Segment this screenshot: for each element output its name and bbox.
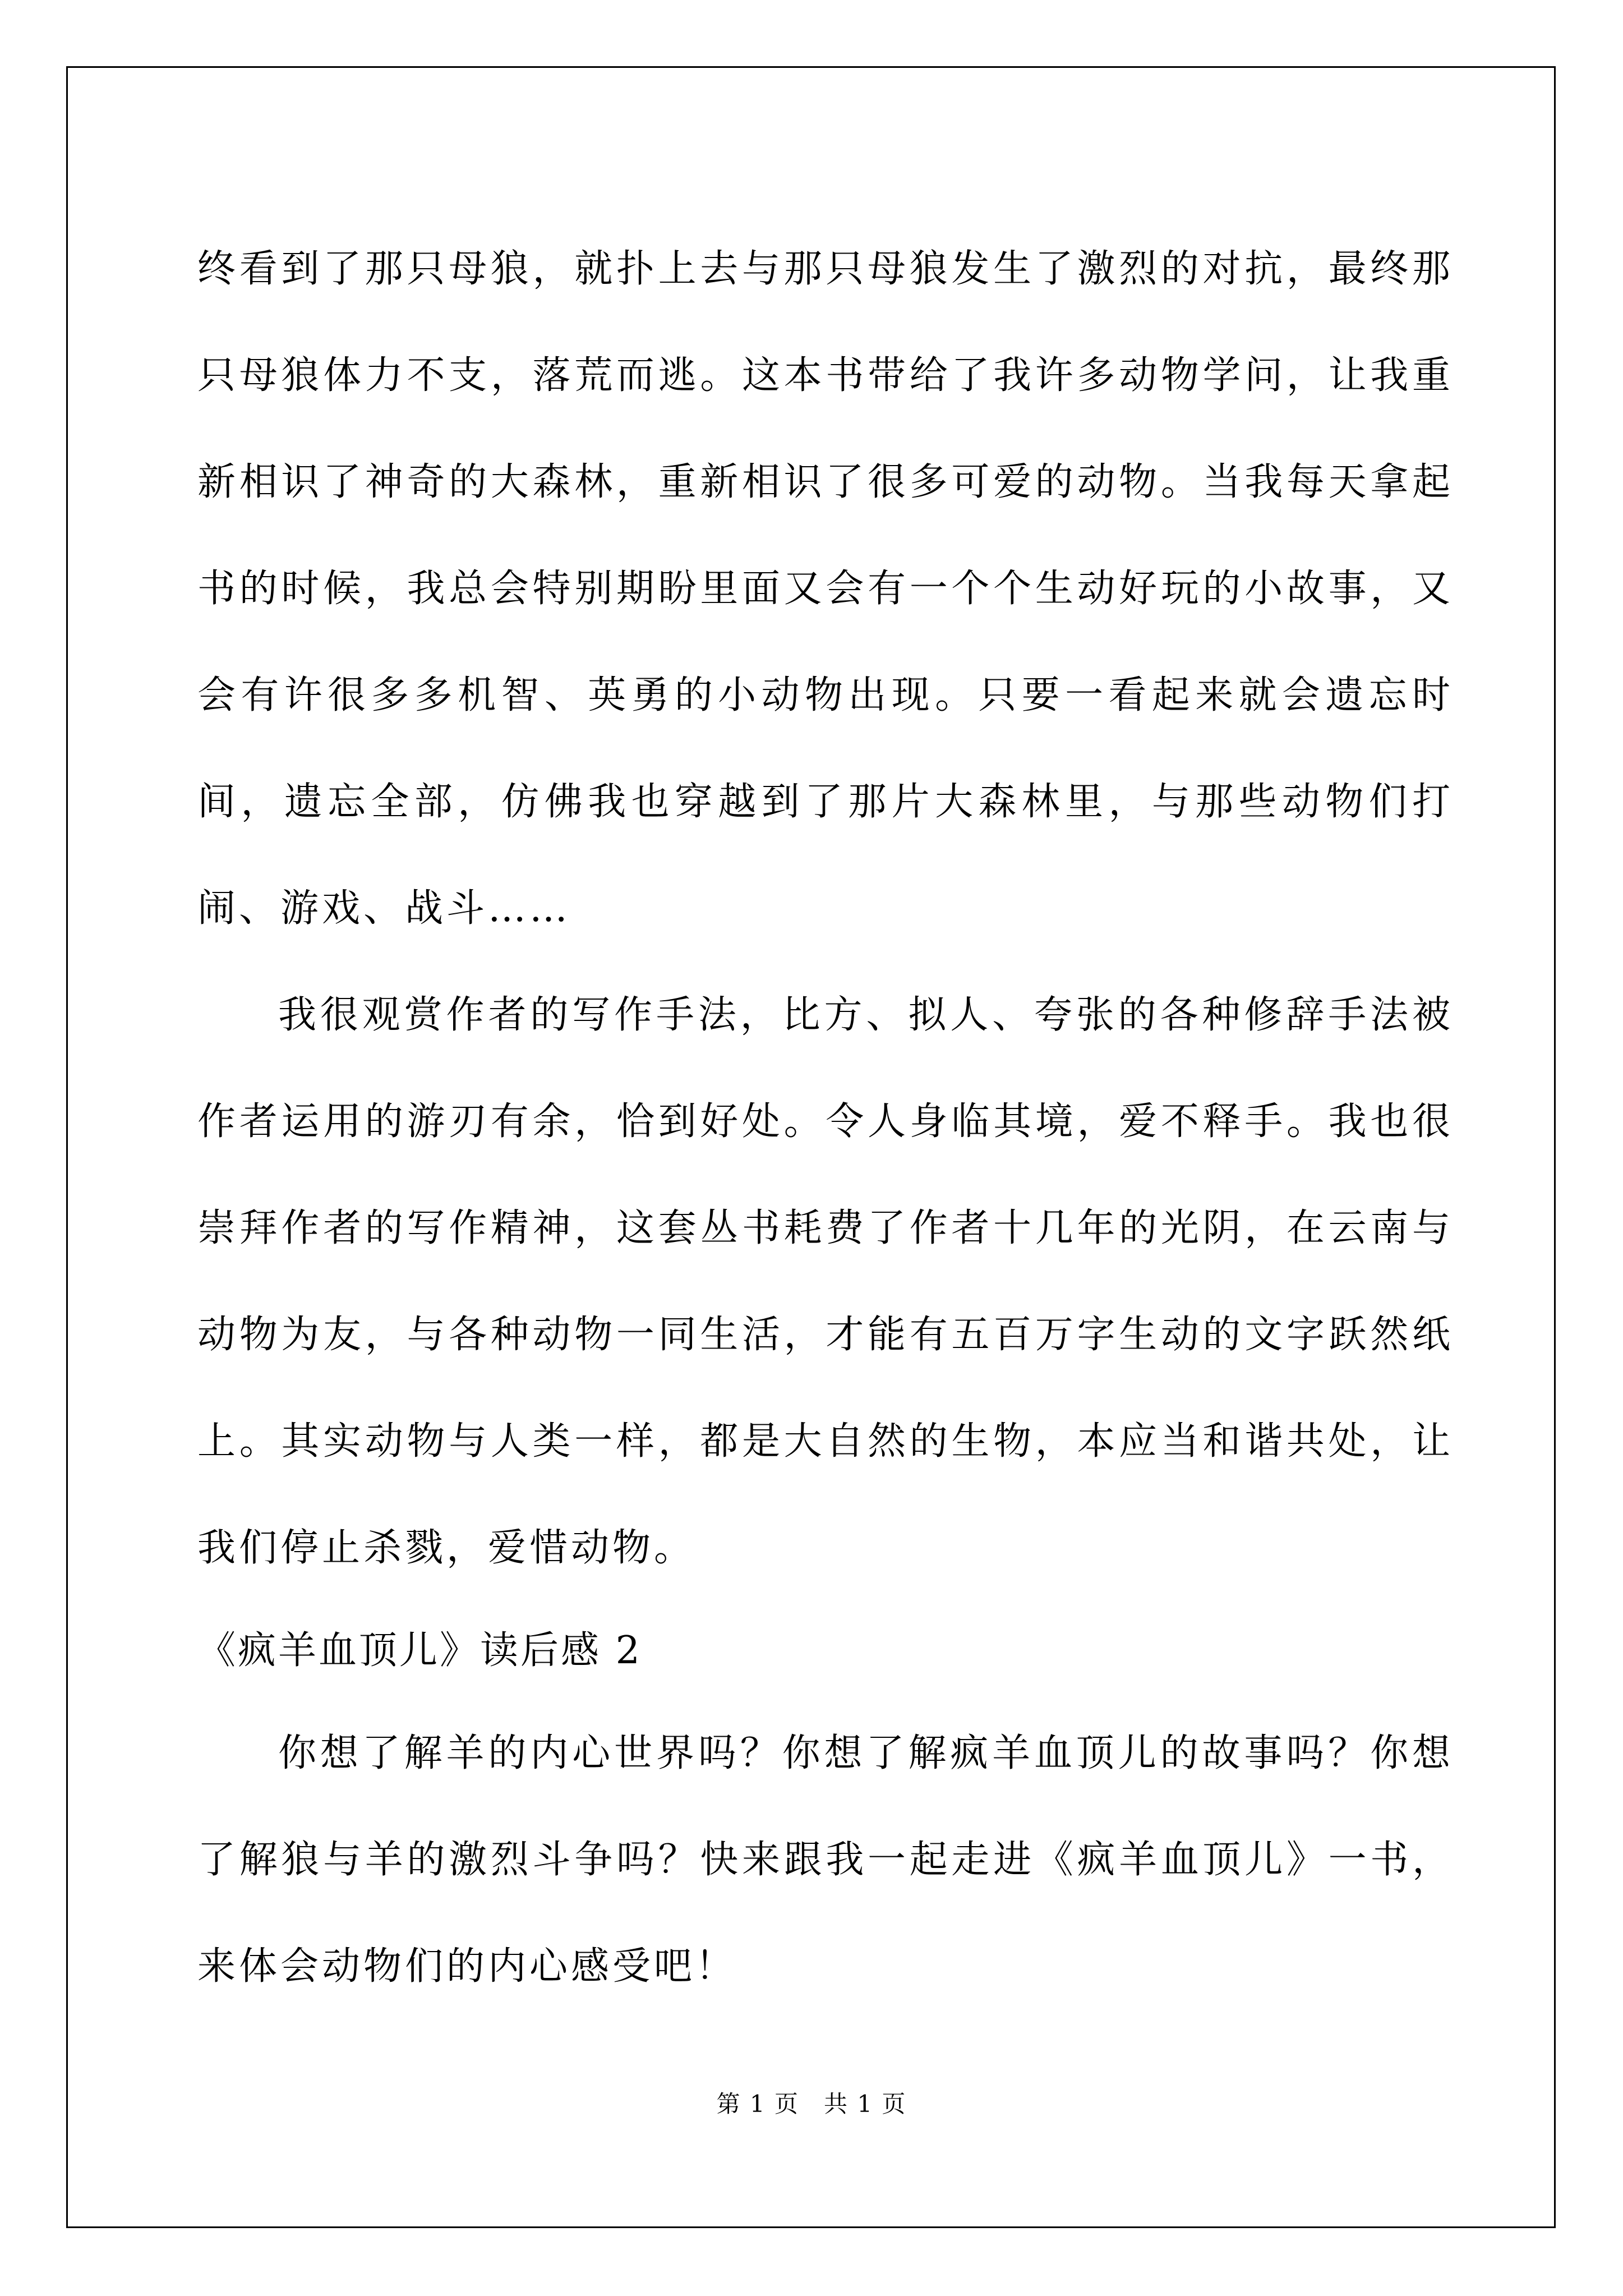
paragraph-2: 我很观赏作者的写作手法，比方、拟人、夸张的各种修辞手法被作者运用的游刃有余，恰到好处。令人身临其境，爱不释手。我也很崇拜作者的写作精神，这套丛书耗费了作者十几年的光阴，在云南与动物为友，与各种动物一同生活，才能有五百万字生动的文字跃然纸上。其实动物与人类一样，都是大自然的生物，本应当和谐共处，让我们停止杀戮，爱惜动物。	[197, 993, 1454, 1570]
paragraph-3: 你想了解羊的内心世界吗？你想了解疯羊血顶儿的故事吗？你想了解狼与羊的激烈斗争吗？快来跟我一起走进《疯羊血顶儿》一书，来体会动物们的内心感受吧！	[197, 1731, 1454, 1989]
page-number-footer: 第 1 页 共 1 页	[716, 2090, 907, 2118]
document-body	[197, 216, 1454, 2020]
paragraph-1: 终看到了那只母狼，就扑上去与那只母狼发生了激烈的对抗，最终那只母狼体力不支，落荒而逃。这本书带给了我许多动物学问，让我重新相识了神奇的大森林，重新相识了很多可爱的动物。当我每天拿起书的时候，我总会特别期盼里面又会有一个个生动好玩的小故事，又会有许很多多机智、英勇的小动物出现。只要一看起来就会遗忘时间，遗忘全部，仿佛我也穿越到了那片大森林里，与那些动物们打闹、游戏、战斗……	[197, 247, 1454, 931]
section-heading: 《疯羊血顶儿》读后感 2	[197, 1628, 642, 1673]
